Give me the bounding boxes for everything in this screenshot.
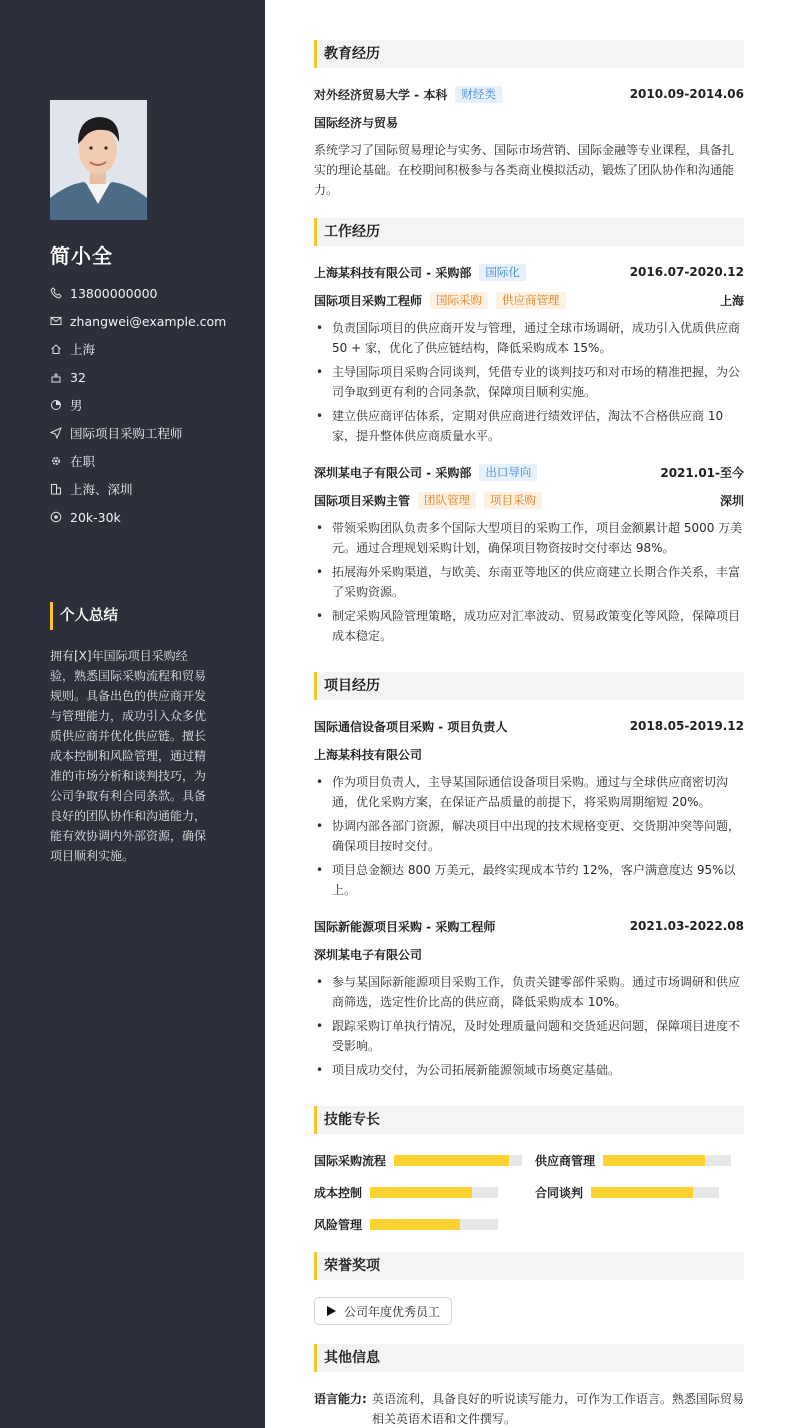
list-item: • 协调内部各部门资源，解决项目中出现的技术规格变更、交货期冲突等问题，确保项目按时交付。 <box>314 816 744 856</box>
job-2-role-row <box>314 490 744 510</box>
age-text: 32 <box>70 369 86 385</box>
education-row <box>314 84 744 104</box>
project-2-period: 2021.03-2022.08 <box>629 919 744 933</box>
education-school: 对外经济贸易大学 - 本科 <box>314 87 448 102</box>
phone-icon <box>50 287 62 299</box>
job-2-role: 国际项目采购主管 <box>314 493 411 508</box>
skill-name: 国际采购流程 <box>314 1153 387 1168</box>
mail-icon <box>50 315 62 327</box>
job-1-bullets <box>314 318 744 450</box>
salary-icon <box>50 511 62 523</box>
skill-bar <box>370 1219 498 1230</box>
project-1-bullets <box>314 772 744 904</box>
building-icon <box>50 483 62 495</box>
award-chip <box>314 1297 452 1325</box>
other-language-row <box>314 1389 744 1428</box>
position-text: 国际项目采购工程师 <box>70 426 183 441</box>
send-icon <box>50 427 62 439</box>
list-item: • 拓展海外采购渠道，与欧美、东南亚等地区的供应商建立长期合作关系，丰富了采购资源。 <box>314 562 744 602</box>
job-2-location: 深圳 <box>719 493 744 508</box>
award-text: 公司年度优秀员工 <box>344 1304 441 1319</box>
skill-item <box>314 1150 522 1170</box>
language-text: 英语流利，具备良好的听说读写能力，可作为工作语言。熟悉国际贸易相关英语术语和文件撰写。 <box>372 1392 745 1426</box>
info-email <box>50 307 250 335</box>
job-1-role-row <box>314 290 744 310</box>
education-period: 2010.09-2014.06 <box>629 87 744 101</box>
job-1-company-row <box>314 262 744 282</box>
skill-bar-fill <box>370 1219 460 1230</box>
list-item: • 参与某国际新能源项目采购工作，负责关键零部件采购。通过市场调研和供应商筛选，选定性价比高的供应商，降低采购成本 10%。 <box>314 972 744 1012</box>
job-2-tag-1: 团队管理 <box>418 492 476 509</box>
skill-name: 合同谈判 <box>535 1185 584 1200</box>
candidate-name: 简小全 <box>50 244 113 268</box>
job-1-company: 上海某科技有限公司 - 采购部 <box>314 265 472 280</box>
job-1-period: 2016.07-2020.12 <box>629 265 744 279</box>
gender-text: 男 <box>70 398 83 413</box>
skill-name: 供应商管理 <box>535 1153 596 1168</box>
skill-bar-fill <box>370 1187 472 1198</box>
phone-text: 13800000000 <box>70 285 158 301</box>
info-age <box>50 363 250 391</box>
home-icon <box>50 343 62 355</box>
project-2-bullets <box>314 972 744 1084</box>
skill-bar-fill <box>591 1187 693 1198</box>
work-heading: 工作经历 <box>314 218 744 246</box>
list-item: • 项目成功交付，为公司拓展新能源领域市场奠定基础。 <box>314 1060 744 1080</box>
skill-item <box>314 1214 498 1234</box>
avatar-portrait <box>50 100 147 220</box>
skill-bar-fill <box>394 1155 509 1166</box>
language-label: 语言能力: <box>314 1392 367 1406</box>
info-target-city <box>50 475 250 503</box>
info-gender <box>50 391 250 419</box>
cake-icon <box>50 371 62 383</box>
salary-text: 20k-30k <box>70 509 121 525</box>
summary-title: 个人总结 <box>50 602 118 630</box>
list-item: • 项目总金额达 800 万美元，最终实现成本节约 12%，客户满意度达 95%以上。 <box>314 860 744 900</box>
job-1-role: 国际项目采购工程师 <box>314 293 423 308</box>
job-1-location: 上海 <box>719 293 744 308</box>
skill-bar-fill <box>603 1155 705 1166</box>
target-city-text: 上海、深圳 <box>70 482 133 497</box>
skill-name: 风险管理 <box>314 1217 363 1232</box>
projects-heading: 项目经历 <box>314 672 744 700</box>
list-item: • 主导国际项目采购合同谈判，凭借专业的谈判技巧和对市场的精准把握，为公司争取到更有利的合同条款，保障项目顺利实施。 <box>314 362 744 402</box>
contact-info-list <box>50 279 250 531</box>
job-1-company-tag: 国际化 <box>479 264 526 281</box>
skill-item <box>535 1182 719 1202</box>
skill-bar <box>603 1155 731 1166</box>
skill-item <box>314 1182 498 1202</box>
education-major-row <box>314 112 744 132</box>
status-text: 在职 <box>70 454 96 469</box>
list-item: • 带领采购团队负责多个国际大型项目的采购工作，项目金额累计超 5000 万美元。通过合理规划采购计划，确保项目物资按时交付率达 98%。 <box>314 518 744 558</box>
info-phone <box>50 279 250 307</box>
list-item: • 作为项目负责人，主导某国际通信设备项目采购。通过与全球供应商密切沟通，优化采购方案，在保证产品质量的前提下，将采购周期缩短 20%。 <box>314 772 744 812</box>
status-gear-icon <box>50 455 62 467</box>
project-1-period: 2018.05-2019.12 <box>629 719 744 733</box>
project-2-name: 国际新能源项目采购 - 采购工程师 <box>314 919 496 934</box>
job-2-company: 深圳某电子有限公司 - 采购部 <box>314 465 472 480</box>
project-1-company: 上海某科技有限公司 <box>314 747 423 762</box>
project-2-company: 深圳某电子有限公司 <box>314 947 423 962</box>
city-text: 上海 <box>70 342 96 357</box>
education-heading: 教育经历 <box>314 40 744 68</box>
gender-icon <box>50 399 62 411</box>
other-heading: 其他信息 <box>314 1344 744 1372</box>
job-2-company-row <box>314 462 744 482</box>
skill-item <box>535 1150 731 1170</box>
education-major: 国际经济与贸易 <box>314 115 399 130</box>
summary-text: 拥有[X]年国际项目采购经验，熟悉国际采购流程和贸易规则。具备出色的供应商开发与管理能力，成功引入众多优质供应商并优化供应链。擅长成本控制和风险管理，通过精准的市场分析和谈判技巧，为公司争取有利合同条款。具备良好的团队协作和沟通能力，能有效协调内外部资源，确保项目顺利实施。 <box>50 649 207 863</box>
email-text: zhangwei@example.com <box>70 313 227 329</box>
info-position <box>50 419 250 447</box>
project-2-company-row <box>314 944 744 964</box>
job-2-tag-2: 项目采购 <box>484 492 542 509</box>
info-salary <box>50 503 250 531</box>
info-city <box>50 335 250 363</box>
play-triangle-icon <box>327 1306 336 1316</box>
skills-heading: 技能专长 <box>314 1106 744 1134</box>
sidebar <box>0 0 265 1428</box>
list-item: • 跟踪采购订单执行情况，及时处理质量问题和交货延迟问题，保障项目进度不受影响。 <box>314 1016 744 1056</box>
education-desc: 系统学习了国际贸易理论与实务、国际市场营销、国际金融等专业课程，具备扎实的理论基础。在校期间积极参与各类商业模拟活动，锻炼了团队协作和沟通能力。 <box>314 143 735 197</box>
project-1-name: 国际通信设备项目采购 - 项目负责人 <box>314 719 508 734</box>
project-2-row <box>314 916 744 936</box>
skill-bar <box>394 1155 522 1166</box>
skill-bar <box>370 1187 498 1198</box>
job-2-period: 2021.01-至今 <box>660 465 744 480</box>
skill-bar <box>591 1187 719 1198</box>
honors-heading: 荣誉奖项 <box>314 1252 744 1280</box>
list-item: • 负责国际项目的供应商开发与管理，通过全球市场调研，成功引入优质供应商 50 + 家，优化了供应链结构，降低采购成本 15%。 <box>314 318 744 358</box>
avatar <box>50 100 147 220</box>
skill-name: 成本控制 <box>314 1185 363 1200</box>
info-status <box>50 447 250 475</box>
project-1-row <box>314 716 744 736</box>
education-tag: 财经类 <box>455 86 502 103</box>
list-item: • 建立供应商评估体系，定期对供应商进行绩效评估，淘汰不合格供应商 10 家，提升整体供应商质量水平。 <box>314 406 744 446</box>
list-item: • 制定采购风险管理策略，成功应对汇率波动、贸易政策变化等风险，保障项目成本稳定。 <box>314 606 744 646</box>
job-1-tag-1: 国际采购 <box>430 292 488 309</box>
job-2-bullets <box>314 518 744 650</box>
project-1-company-row <box>314 744 744 764</box>
job-2-company-tag: 出口导向 <box>479 464 537 481</box>
job-1-tag-2: 供应商管理 <box>496 292 566 309</box>
